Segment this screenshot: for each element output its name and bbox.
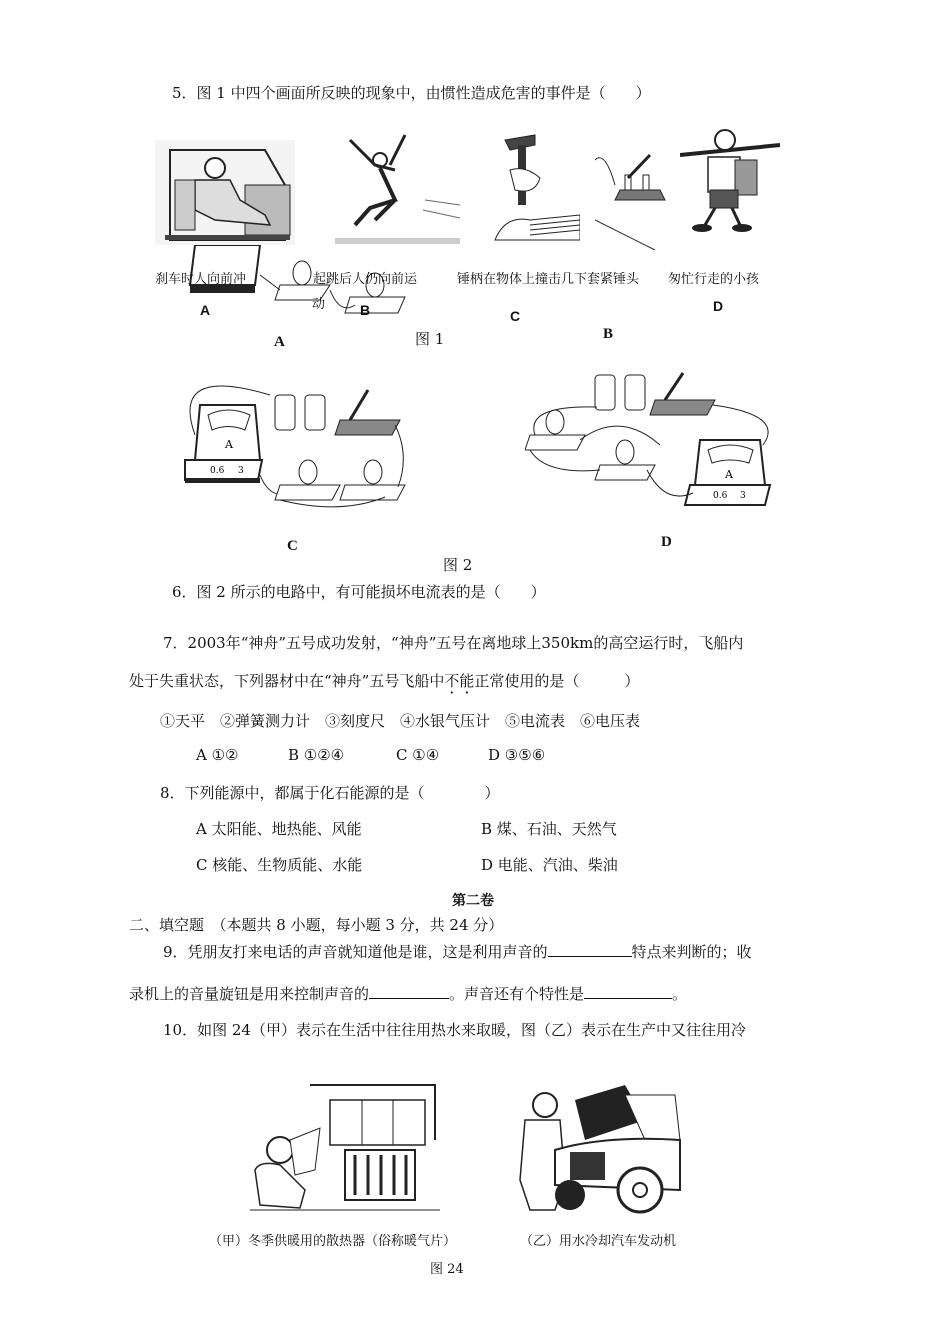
figure1-image-b-long-jumper xyxy=(335,130,460,250)
svg-text:0.6: 0.6 xyxy=(210,466,225,476)
question-9-line2 xyxy=(129,983,687,1004)
answer-blank-3[interactable] xyxy=(584,983,672,999)
q8-option-a: A 太阳能、地热能、风能 xyxy=(196,820,362,838)
figure24-caption-left: （甲）冬季供暖用的散热器（俗称暖气片） xyxy=(209,1234,457,1249)
figure1-label-b: B xyxy=(360,302,371,318)
figure1-image-d-walking-child xyxy=(680,125,785,240)
q9-line2-pre: 录机上的音量旋钮是用来控制声音的 xyxy=(129,985,370,1003)
q9-line2-mid: 。声音还有个特性是 xyxy=(449,985,585,1003)
section-heading: 二、填空题 （本题共 8 小题，每小题 3 分，共 24 分） xyxy=(129,916,504,934)
question-7-line2 xyxy=(129,670,639,691)
figure1-image-a-braking-driver xyxy=(155,140,295,245)
figure1-title: 图 1 xyxy=(415,330,445,348)
svg-text:0.6: 0.6 xyxy=(713,491,728,501)
figure24-image-car-cooling xyxy=(515,1080,685,1215)
q9-line1-post: 特点来判断的；收 xyxy=(631,943,752,961)
question-7-line1: 7．2003年“神舟”五号成功发射，“神舟”五号在离地球上350km的高空运行时，飞船内 xyxy=(163,634,744,652)
question-9-line1 xyxy=(163,941,752,962)
q8-option-c: C 核能、生物质能、水能 xyxy=(196,856,363,874)
q7-option-c: C ①④ xyxy=(396,746,440,764)
figure1-image-c-hammer xyxy=(490,130,580,250)
q9-line2-post: 。 xyxy=(672,985,688,1003)
ammeter-c-symbol: A xyxy=(225,438,233,451)
question-7-line2-post: 正常使用的是（ ） xyxy=(474,672,640,690)
caption-c: 锤柄在物体上撞击几下套紧锤头 xyxy=(457,272,640,287)
caption-a: 刹车时人向前冲 xyxy=(155,272,247,287)
svg-text:3: 3 xyxy=(740,491,746,501)
svg-text:3: 3 xyxy=(238,466,244,476)
figure2-label-c: C xyxy=(287,538,298,554)
q7-option-b: B ①②④ xyxy=(288,746,345,764)
section-title: 第二卷 xyxy=(452,893,494,909)
figure1-overlay-switch xyxy=(595,150,670,250)
question-7-items: ①天平 ②弹簧测力计 ③刻度尺 ④水银气压计 ⑤电流表 ⑥电压表 xyxy=(160,712,641,730)
q7-option-a: A ①② xyxy=(196,746,239,764)
emphasis-neng: 能 xyxy=(459,672,475,690)
ammeter-d-symbol: A xyxy=(725,468,733,481)
q9-line1-pre: 9．凭朋友打来电话的声音就知道他是谁，这是利用声音的 xyxy=(163,943,548,961)
overlay-label-a: A xyxy=(274,334,285,350)
q7-option-d: D ③⑤⑥ xyxy=(488,746,546,764)
figure1-label-a: A xyxy=(200,302,211,318)
question-10: 10．如图 24（甲）表示在生活中往往用热水来取暖，图（乙）表示在生产中又往往用冷 xyxy=(163,1021,746,1039)
q8-option-b: B 煤、石油、天然气 xyxy=(481,820,617,838)
answer-blank-2[interactable] xyxy=(369,983,449,999)
figure1-label-c: C xyxy=(510,308,521,324)
figure24-title: 图 24 xyxy=(430,1262,464,1277)
figure1-label-d: D xyxy=(713,298,724,314)
question-7-line2-pre: 处于失重状态，下列器材中在“神舟”五号飞船中 xyxy=(129,672,445,690)
figure2-label-d: D xyxy=(661,534,672,550)
figure2-circuit-d xyxy=(525,365,785,515)
emphasis-bu: 不 xyxy=(444,672,460,690)
question-6: 6．图 2 所示的电路中，有可能损坏电流表的是（ ） xyxy=(172,583,546,601)
overlay-label-b: B xyxy=(603,326,614,342)
figure2-title: 图 2 xyxy=(443,556,473,574)
figure24-image-radiator xyxy=(250,1080,440,1215)
question-8: 8．下列能源中，都属于化石能源的是（ ） xyxy=(160,784,500,802)
figure24-caption-right: （乙）用水冷却汽车发动机 xyxy=(520,1234,677,1249)
answer-blank-1[interactable] xyxy=(548,941,632,957)
caption-b-line1: 起跳后人仍向前运 xyxy=(313,272,418,287)
q8-option-d: D 电能、汽油、柴油 xyxy=(481,856,618,874)
caption-b-line2: 动 xyxy=(312,297,326,312)
question-5: 5．图 1 中四个画面所反映的现象中，由惯性造成危害的事件是（ ） xyxy=(172,84,651,102)
caption-d: 匆忙行走的小孩 xyxy=(668,272,760,287)
figure2-circuit-c xyxy=(180,375,410,520)
